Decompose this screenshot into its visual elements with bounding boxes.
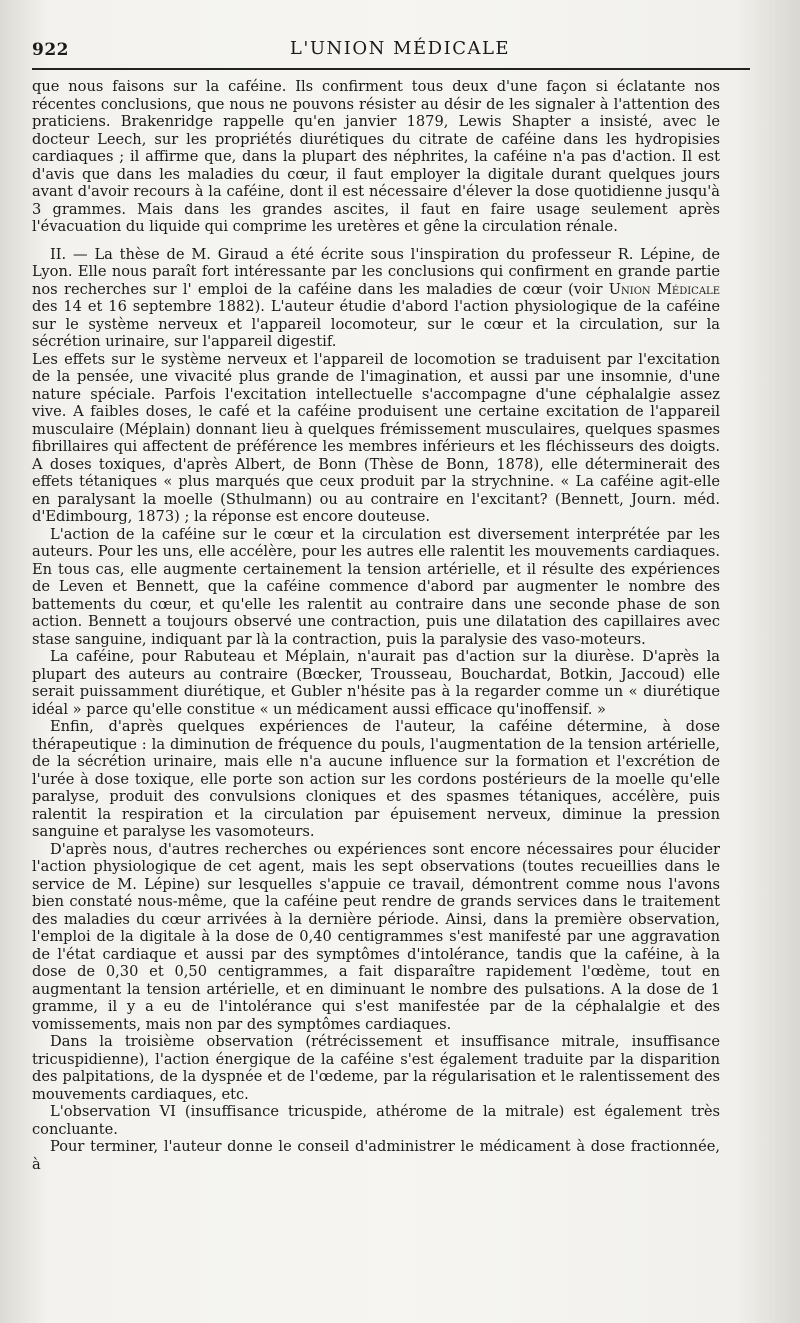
paragraph: que nous faisons sur la caféine. Ils confirment tous deux d'une façon si éclatante nos récentes conclusions, que nous ne pouvons résister au désir de les signaler à l'attention des praticiens. Brakenridge rappelle qu'en janvier 1879, Lewis Shapter a insisté, avec le docteur Leech, sur les propriétés diurétiques du citrate de caféine dans les hydropisies cardiaques ; il affirme que, dans la plupart des néphrites, la caféine n'a pas d'action. Il est d'avis que dans les maladies du cœur, il faut employer la digitale durant quelques jours avant d'avoir recours à la caféine, dont il est nécessaire d'élever la dose quotidienne jusqu'à 3 grammes. Mais dans les grandes ascites, il faut en faire usage seulement après l'évacuation du liquide qui comprime les uretères et gêne la circulation rénale. <box>32 78 720 235</box>
paragraph: Pour terminer, l'auteur donne le conseil d'administrer le médicament à dose fractionnée, à <box>32 1138 720 1173</box>
header-rule <box>32 68 750 70</box>
paragraph: Dans la troisième observation (rétrécissement et insuffisance mitrale, insuffisance tricuspidienne), l'action énergique de la caféine s'est également traduite par la disparition des palpitations, de la dyspnée et de l'œdeme, par la régularisation et le ralentissement des mouvements cardiaques, etc. <box>32 1033 720 1103</box>
paragraph <box>32 246 720 351</box>
paragraph: La caféine, pour Rabuteau et Méplain, n'aurait pas d'action sur la diurèse. D'après la plupart des auteurs au contraire (Bœcker, Trousseau, Bouchardat, Botkin, Jaccoud) elle serait puissamment diurétique, et Gubler n'hésite pas à la regarder comme un « diurétique idéal » parce qu'elle constitue « un médicament aussi efficace qu'inoffensif. » <box>32 648 720 718</box>
paragraph-text: des 14 et 16 septembre 1882). L'auteur étudie d'abord l'action physiologique de la caféine sur le système nerveux et l'appareil locomoteur, sur le cœur et la circulation, sur la sécrétion urinaire, sur l'appareil digestif. <box>32 298 720 350</box>
page-number: 922 <box>32 40 69 60</box>
paragraph: D'après nous, d'autres recherches ou expériences sont encore nécessaires pour élucider l'action physiologique de cet agent, mais les sept observations (toutes recueillies dans le service de M. Lépine) sur lesquelles s'appuie ce travail, démontrent comme nous l'avons bien constaté nous-même, que la caféine peut rendre de grands services dans le traitement des maladies du cœur arrivées à la dernière période. Ainsi, dans la première observation, l'emploi de la digitale à la dose de 0,40 centigrammes s'est manifesté par une aggravation de l'état cardiaque et aussi par des symptômes d'intolérance, tandis que la caféine, à la dose de 0,30 et 0,50 centigrammes, a fait disparaître rapidement l'œdème, tout en augmentant la tension artérielle, et en diminuant le nombre des pulsations. A la dose de 1 gramme, il y a eu de l'intolérance qui s'est manifestée par de la céphalalgie et des vomissements, mais non par des symptômes cardiaques. <box>32 840 720 1033</box>
paragraph: L'observation VI (insuffisance tricuspide, athérome de la mitrale) est également très concluante. <box>32 1103 720 1138</box>
journal-reference: Union Médicale <box>608 280 720 298</box>
page-header <box>32 34 768 64</box>
paragraph: Les effets sur le système nerveux et l'appareil de locomotion se traduisent par l'excitation de la pensée, une vivacité plus grande de l'imagination, et aussi par une insomnie, d'une nature spéciale. Parfois l'excitation intellectuelle s'accompagne d'une céphalalgie assez vive. A faibles doses, le café et la caféine produisent une certaine excitation de l'appareil musculaire (Méplain) donnant lieu à quelques frémissement musculaires, quelques spasmes fibrillaires qui affectent de préférence les membres inférieurs et les fléchisseurs des doigts. A doses toxiques, d'après Albert, de Bonn (Thèse de Bonn, 1878), elle déterminerait des effets tétaniques « plus marqués que ceux produit par la strychnine. « La caféine agit-elle en paralysant la moelle (Sthulmann) ou au contraire en l'excitant? (Bennett, Journ. méd. d'Edimbourg, 1873) ; la réponse est encore douteuse. <box>32 350 720 525</box>
paragraph: Enfin, d'après quelques expériences de l'auteur, la caféine détermine, à dose thérapeutique : la diminution de fréquence du pouls, l'augmentation de la tension artérielle, de la sécrétion urinaire, mais elle n'a aucune influence sur la formation et l'excrétion de l'urée à dose toxique, elle porte son action sur les cordons postérieurs de la moelle qu'elle paralyse, produit des convulsions cloniques et des spasmes tétaniques, accélère, puis ralentit la respiration et la circulation par épuisement nerveux, diminue la pression sanguine et paralyse les vasomoteurs. <box>32 718 720 840</box>
paragraph: L'action de la caféine sur le cœur et la circulation est diversement interprétée par les auteurs. Pour les uns, elle accélère, pour les autres elle ralentit les mouvements cardiaques. En tous cas, elle augmente certainement la tension artérielle, et il résulte des expériences de Leven et Bennett, que la caféine commence d'abord par augmenter le nombre des battements du cœur, et qu'elle les ralentit au contraire dans une seconde phase de son action. Bennett a toujours observé une contraction, puis une dilatation des capillaires avec stase sanguine, indiquant par là la contraction, puis la paralysie des vaso-moteurs. <box>32 525 720 648</box>
article-body <box>32 78 720 1173</box>
running-title: L'UNION MÉDICALE <box>289 38 511 59</box>
paragraph-text: II. — La thèse de M. Giraud a été écrite sous l'inspiration du professeur R. Lépine, de Lyon. Elle nous paraît fort intéressante par les conclusions qui confirment en grande partie nos recherches sur l' emploi de la caféine dans les maladies de cœur (voir <box>32 245 720 298</box>
